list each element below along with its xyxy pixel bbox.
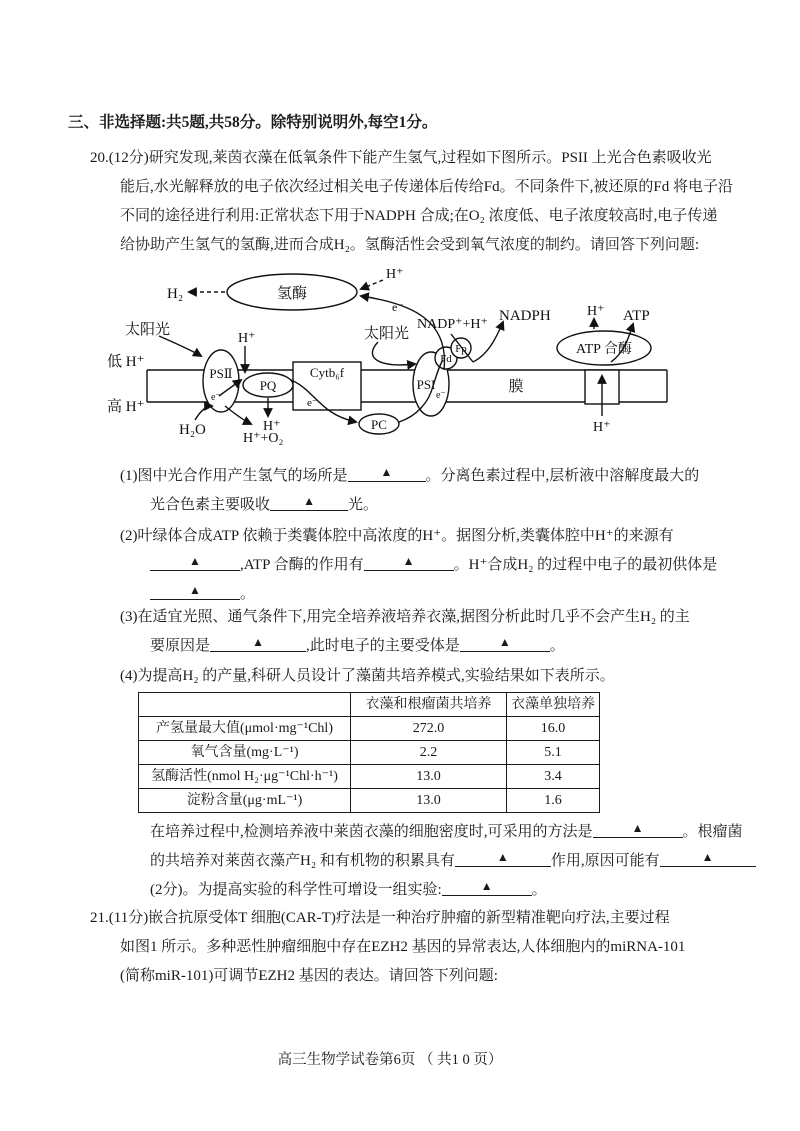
- question-20-intro: [90, 144, 733, 260]
- answer-blank: ▲: [455, 850, 551, 867]
- row-label: 产氢量最大值(μmol·mg⁻¹Chl): [139, 717, 351, 741]
- text-line: 21.(11分)嵌合抗原受体T 细胞(CAR-T)疗法是一种治疗肿瘤的新型精准靶向疗法,主要过程: [90, 910, 670, 926]
- diagram-label-h-plus-atp: H⁺: [587, 304, 605, 319]
- text-line: 不同的途径进行利用:正常状态下用于NADPH 合成;在O₂ 浓度低、电子浓度较高时,电子传递: [120, 208, 718, 224]
- answer-blank: ▲: [150, 554, 240, 571]
- diagram-label-nadp: NADP⁺+H⁺: [417, 317, 488, 332]
- text-segment: 光。: [348, 497, 379, 513]
- text-line: (简称miR-101)可调节EZH2 基因的表达。请回答下列问题:: [120, 968, 498, 984]
- text-segment: 。分离色素过程中,层析液中溶解度最大的: [425, 468, 700, 484]
- diagram-label-electron-psi: e⁻: [436, 390, 446, 401]
- h2o-to-psii-arrow: [195, 406, 212, 420]
- row-label: 氧气含量(mg·L⁻¹): [139, 741, 351, 765]
- diagram-label-h2o: H₂O: [179, 422, 206, 438]
- table-col-header: 衣藻单独培养: [507, 693, 600, 717]
- text-line: [150, 818, 756, 847]
- text-line: [120, 522, 717, 551]
- diagram-label-pc: PC: [371, 417, 387, 432]
- text-segment: 。: [531, 882, 547, 898]
- text-line: 如图1 所示。多种恶性肿瘤细胞中存在EZH2 基因的异常表达,人体细胞内的miRNA-101: [120, 939, 686, 955]
- section-heading: 三、非选择题:共5题,共58分。除特别说明外,每空1分。: [68, 114, 438, 131]
- text-line: [150, 491, 699, 520]
- diagram-label-low-h: 低 H⁺: [107, 354, 145, 370]
- text-line: [120, 603, 690, 632]
- diagram-label-h-plus-pq: H⁺: [263, 419, 281, 434]
- sunlight-to-psii-arrow: [159, 336, 201, 356]
- diagram-label-fp: Fp: [455, 343, 467, 355]
- question-20-1: [120, 462, 699, 520]
- answer-blank: ▲: [460, 635, 550, 652]
- question-20-4-continued: [150, 818, 756, 905]
- h-plus-input-arrow: [361, 280, 383, 289]
- diagram-label-h-plus-o2: H⁺+O₂: [243, 431, 284, 446]
- diagram-label-psii: PSⅡ: [209, 366, 233, 381]
- co-culture-results-table: [138, 692, 600, 813]
- cell-value: 3.4: [507, 765, 600, 789]
- diagram-label-high-h: 高 H⁺: [107, 399, 145, 415]
- text-line: [120, 662, 615, 691]
- text-line: [120, 462, 699, 491]
- text-segment: (1)图中光合作用产生氢气的场所是: [120, 468, 348, 484]
- question-20-4: [120, 662, 615, 691]
- cell-value: 16.0: [507, 717, 600, 741]
- table-corner-cell: [139, 693, 351, 717]
- cell-value: 13.0: [351, 789, 507, 813]
- photosynthesis-hydrogenase-diagram: [95, 258, 715, 458]
- diagram-label-h-plus-channel: H⁺: [593, 420, 611, 435]
- text-segment: 。: [549, 638, 565, 654]
- text-line: 能后,水光解释放的电子依次经过相关电子传递体后传给Fd。不同条件下,被还原的Fd 将电子沿: [120, 179, 733, 195]
- cell-value: 2.2: [351, 741, 507, 765]
- psii-to-o2-arrow: [225, 406, 251, 424]
- text-segment: 。H⁺合成H₂ 的过程中电子的最初供体是: [453, 557, 718, 573]
- answer-blank: ▲: [210, 635, 306, 652]
- cell-value: 1.6: [507, 789, 600, 813]
- row-label: 氢酶活性(nmol H₂·μg⁻¹Chl·h⁻¹): [139, 765, 351, 789]
- table-row: [139, 717, 600, 741]
- answer-blank: ▲: [348, 465, 426, 482]
- question-20-2: [120, 522, 717, 609]
- sunlight-to-psi-arrow: [372, 342, 415, 365]
- text-line: 20.(12分)研究发现,莱茵衣藻在低氧条件下能产生氢气,过程如下图所示。PSII 上光合色素吸收光: [90, 150, 712, 166]
- text-line: [150, 551, 717, 580]
- cell-value: 5.1: [507, 741, 600, 765]
- text-segment: (4)为提高H₂ 的产量,科研人员设计了藻菌共培养模式,实验结果如下表所示。: [120, 668, 615, 684]
- text-segment: (2分)。为提高实验的科学性可增设一组实验:: [150, 882, 442, 898]
- answer-blank: ▲: [593, 821, 683, 838]
- diagram-label-hydrogenase: 氢酶: [276, 286, 308, 302]
- diagram-label-electron: e⁻: [392, 300, 404, 314]
- table-row: [139, 741, 600, 765]
- text-segment: 。根瘤菌: [682, 824, 743, 840]
- diagram-label-atp-synthase: ATP 合酶: [576, 342, 632, 357]
- diagram-label-sunlight-right: 太阳光: [364, 326, 410, 342]
- diagram-label-h-plus-psii: H⁺: [238, 331, 256, 346]
- diagram-label-fd: Fd: [440, 353, 452, 365]
- diagram-label-pq: PQ: [259, 378, 277, 393]
- page-footer: 高三生物学试卷第6页 （ 共1 0 页）: [277, 1052, 503, 1068]
- text-segment: 作用,原因可能有: [550, 853, 660, 869]
- cell-value: 13.0: [351, 765, 507, 789]
- text-segment: 的共培养对莱茵衣藻产H₂ 和有机物的积累具有: [150, 853, 455, 869]
- diagram-label-sunlight-left: 太阳光: [125, 322, 171, 338]
- answer-blank: ▲: [442, 879, 532, 896]
- diagram-label-psi: PSI: [416, 377, 436, 392]
- question-20-3: [120, 603, 690, 661]
- text-line: [150, 876, 756, 905]
- question-21-intro: [90, 904, 685, 991]
- diagram-label-atp: ATP: [623, 308, 650, 324]
- text-line: [150, 847, 756, 876]
- diagram-svg: [95, 258, 715, 458]
- diagram-label-electron-cytb6f: e⁻: [307, 397, 318, 409]
- text-segment: (3)在适宜光照、通气条件下,用完全培养液培养衣藻,据图分析此时几乎不会产生H₂ 的主: [120, 609, 690, 625]
- text-line: [150, 632, 690, 661]
- answer-blank: ▲: [270, 494, 348, 511]
- text-segment: 在培养过程中,检测培养液中莱茵衣藻的细胞密度时,可采用的方法是: [150, 824, 593, 840]
- text-segment: ,此时电子的主要受体是: [306, 638, 460, 654]
- cell-value: 272.0: [351, 717, 507, 741]
- diagram-label-membrane: 膜: [508, 379, 524, 395]
- table-header-row: [139, 693, 600, 717]
- diagram-label-h-plus-top: H⁺: [386, 267, 404, 282]
- diagram-label-nadph: NADPH: [499, 308, 551, 324]
- text-segment: 。: [240, 586, 256, 602]
- text-segment: (2)叶绿体合成ATP 依赖于类囊体腔中高浓度的H⁺。据图分析,类囊体腔中H⁺的来源有: [120, 528, 674, 544]
- diagram-label-h2: H₂: [167, 286, 184, 302]
- table-row: [139, 789, 600, 813]
- answer-blank: ▲: [660, 850, 756, 867]
- psii-ellipse: [203, 350, 239, 412]
- diagram-label-cytb6f: Cytb₆f: [309, 365, 345, 380]
- text-segment: 要原因是: [150, 638, 211, 654]
- text-segment: ,ATP 合酶的作用有: [240, 557, 364, 573]
- text-line: 给协助产生氢气的氢酶,进而合成H₂。氢酶活性会受到氧气浓度的制约。请回答下列问题:: [120, 237, 699, 253]
- row-label: 淀粉含量(μg·mL⁻¹): [139, 789, 351, 813]
- diagram-label-electron-psii: e⁻: [211, 392, 221, 403]
- answer-blank: ▲: [150, 583, 240, 600]
- text-segment: 光合色素主要吸收: [150, 497, 271, 513]
- table-row: [139, 765, 600, 789]
- table-col-header: 衣藻和根瘤菌共培养: [351, 693, 507, 717]
- answer-blank: ▲: [364, 554, 454, 571]
